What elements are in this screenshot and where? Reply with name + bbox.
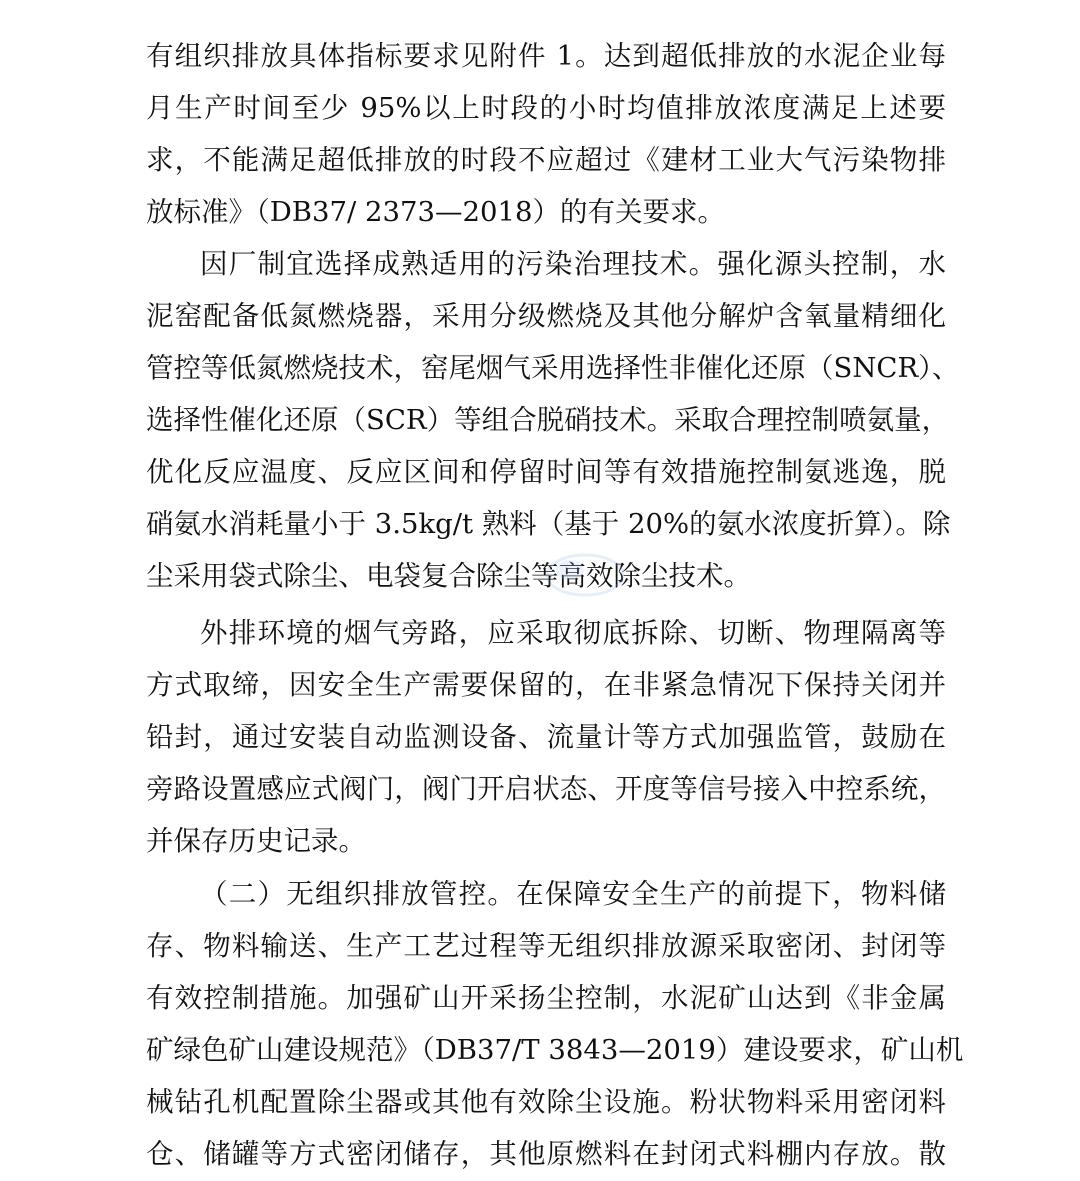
section-heading-line: （二）无组织排放管控。在保障安全生产的前提下，物料储 <box>200 878 946 910</box>
text-line: 月生产时间至少 95%以上时段的小时均值排放浓度满足上述要 <box>146 92 946 124</box>
text-line: 方式取缔，因安全生产需要保留的，在非紧急情况下保持关闭并 <box>146 669 946 701</box>
text-line: 旁路设置感应式阀门，阀门开启状态、开度等信号接入中控系统， <box>146 773 946 805</box>
text-line: 放标准》（DB37/ 2373—2018）的有关要求。 <box>146 196 725 228</box>
text-line: 泥窑配备低氮燃烧器，采用分级燃烧及其他分解炉含氧量精细化 <box>146 300 946 332</box>
text-line: 因厂制宜选择成熟适用的污染治理技术。强化源头控制，水 <box>200 248 946 280</box>
text-line: 外排环境的烟气旁路，应采取彻底拆除、切断、物理隔离等 <box>200 617 946 649</box>
text-line: 仓、储罐等方式密闭储存，其他原燃料在封闭式料棚内存放。散 <box>146 1138 946 1170</box>
text-line: 管控等低氮燃烧技术，窑尾烟气采用选择性非催化还原（SNCR）、 <box>146 352 960 384</box>
text-line: 硝氨水消耗量小于 3.5kg/t 熟料（基于 20%的氨水浓度折算）。除 <box>146 508 951 540</box>
text-line: 铅封，通过安装自动监测设备、流量计等方式加强监管，鼓励在 <box>146 721 946 753</box>
text-line: 存、物料输送、生产工艺过程等无组织排放源采取密闭、封闭等 <box>146 930 946 962</box>
text-line: 并保存历史记录。 <box>146 825 366 857</box>
text-line: 求，不能满足超低排放的时段不应超过《建材工业大气污染物排 <box>146 144 946 176</box>
text-line: 尘采用袋式除尘、电袋复合除尘等高效除尘技术。 <box>146 560 751 592</box>
text-line: 械钻孔机配置除尘器或其他有效除尘设施。粉状物料采用密闭料 <box>146 1086 946 1118</box>
text-line: 选择性催化还原（SCR）等组合脱硝技术。采取合理控制喷氨量， <box>146 404 950 436</box>
text-line: 有效控制措施。加强矿山开采扬尘控制，水泥矿山达到《非金属 <box>146 982 946 1014</box>
text-line: 矿绿色矿山建设规范》（DB37/T 3843—2019）建设要求，矿山机 <box>146 1034 964 1066</box>
text-line: 有组织排放具体指标要求见附件 1。达到超低排放的水泥企业每 <box>146 40 946 72</box>
text-line: 优化反应温度、反应区间和停留时间等有效措施控制氨逃逸，脱 <box>146 456 946 488</box>
